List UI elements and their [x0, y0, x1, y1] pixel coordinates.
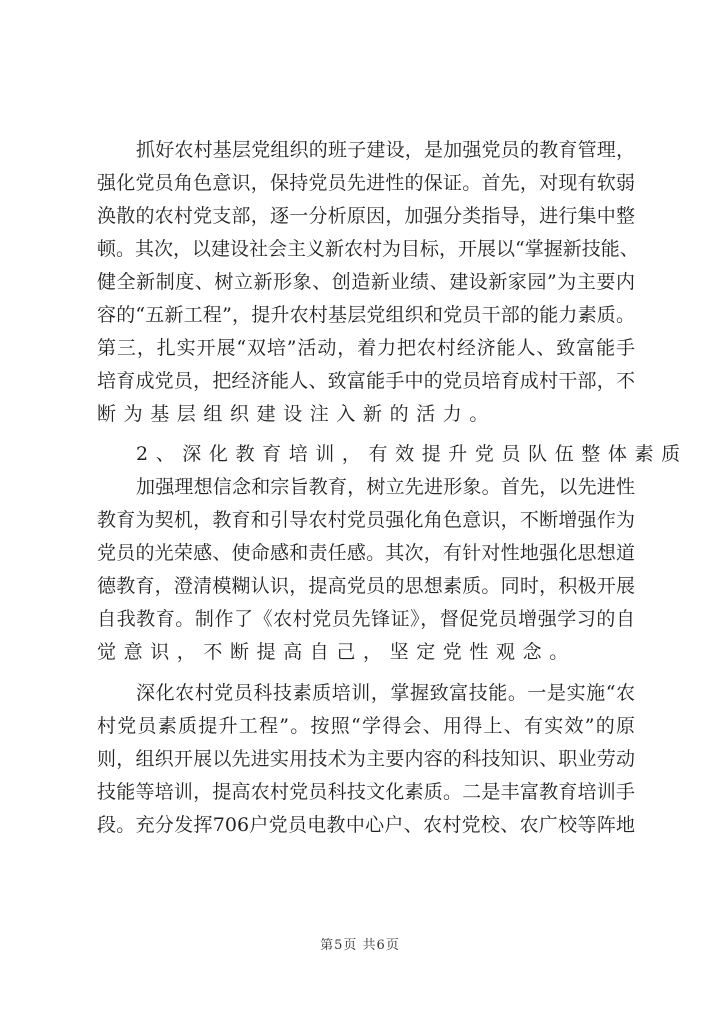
paragraph-line: 德教育，澄清模糊认识，提高党员的思想素质。同时，积极开展: [97, 575, 635, 597]
paragraph-line: 培育成党员，把经济能人、致富能手中的党员培育成村干部，不: [97, 370, 635, 392]
paragraph-line: 教育为契机，教育和引导农村党员强化角色意识，不断增强作为: [97, 509, 635, 531]
paragraph-line: 抓好农村基层党组织的班子建设，是加强党员的教育管理，: [136, 139, 635, 161]
page-number-footer: 第5页 共6页: [320, 938, 400, 953]
paragraph-line: 觉意识，不断提高自己，坚定党性观念。: [97, 641, 576, 663]
paragraph-line: 则，组织开展以先进实用技术为主要内容的科技知识、职业劳动: [97, 748, 635, 770]
paragraph-line: 加强理想信念和宗旨教育，树立先进形象。首先，以先进性: [136, 476, 635, 498]
paragraph-line: 深化农村党员科技素质培训，掌握致富技能。一是实施“农: [136, 682, 635, 704]
paragraph-line: 段。充分发挥706户党员电教中心户、农村党校、农广校等阵地: [97, 814, 635, 836]
paragraph-line: 容的“五新工程”，提升农村基层党组织和党员干部的能力素质。: [97, 304, 635, 326]
paragraph-line: 健全新制度、树立新形象、创造新业绩、建设新家园”为主要内: [97, 271, 635, 293]
paragraph-line: 技能等培训，提高农村党员科技文化素质。二是丰富教育培训手: [97, 781, 635, 803]
paragraph-line: 涣散的农村党支部，逐一分析原因，加强分类指导，进行集中整: [97, 205, 635, 227]
section-heading: 2、深化教育培训，有效提升党员队伍整体素质: [136, 443, 688, 465]
paragraph-line: 断为基层组织建设注入新的活力。: [97, 403, 497, 425]
paragraph-line: 自我教育。制作了《农村党员先锋证》，督促党员增强学习的自: [97, 608, 635, 630]
paragraph-line: 顿。其次，以建设社会主义新农村为目标，开展以“掌握新技能、: [97, 238, 639, 260]
paragraph-line: 强化党员角色意识，保持党员先进性的保证。首先，对现有软弱: [97, 172, 635, 194]
paragraph-line: 党员的光荣感、使命感和责任感。其次，有针对性地强化思想道: [97, 542, 635, 564]
paragraph-line: 第三，扎实开展“双培”活动，着力把农村经济能人、致富能手: [97, 337, 635, 359]
paragraph-line: 村党员素质提升工程”。按照“学得会、用得上、有实效”的原: [97, 715, 635, 737]
